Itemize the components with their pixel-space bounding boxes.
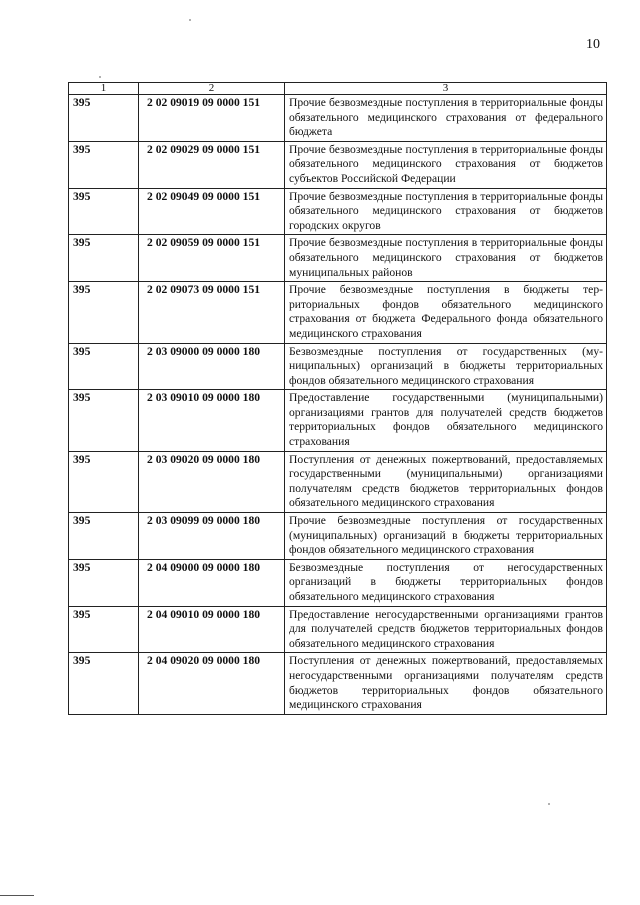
admin-code-cell: 395 — [69, 188, 139, 235]
budget-code-cell: 2 02 09019 09 0000 151 — [139, 95, 285, 142]
revenue-codes-table — [68, 82, 607, 715]
table-row — [69, 235, 607, 282]
table-row — [69, 390, 607, 451]
budget-code-cell: 2 03 09000 09 0000 180 — [139, 343, 285, 390]
budget-code-cell: 2 02 09073 09 0000 151 — [139, 282, 285, 343]
table-row — [69, 559, 607, 606]
scan-edge-mark — [0, 895, 34, 896]
table-row — [69, 343, 607, 390]
description-cell: Прочие безвозмездные поступления в бюджеты территориальных фондов обязательного медицинского страхования от бюджета Федерального фонда обязательного медицинского страхования — [285, 282, 607, 343]
description-cell: Прочие безвозмездные поступления в территориальные фонды обязательного медицинского страхования от бюджетов муниципальных районов — [285, 235, 607, 282]
scan-speck — [189, 19, 191, 21]
description-cell: Безвозмездные поступления от негосударственных организаций в бюджеты территориальных фондов обязательного медицинского страхования — [285, 559, 607, 606]
page-number: 10 — [586, 37, 600, 52]
table-row — [69, 606, 607, 653]
table-row — [69, 513, 607, 560]
budget-code-cell: 2 03 09010 09 0000 180 — [139, 390, 285, 451]
budget-code-cell: 2 02 09059 09 0000 151 — [139, 235, 285, 282]
admin-code-cell: 395 — [69, 390, 139, 451]
admin-code-cell: 395 — [69, 451, 139, 512]
admin-code-cell: 395 — [69, 282, 139, 343]
table-row — [69, 95, 607, 142]
admin-code-cell: 395 — [69, 606, 139, 653]
table-header-row — [69, 83, 607, 95]
admin-code-cell: 395 — [69, 235, 139, 282]
description-cell: Прочие безвозмездные поступления в территориальные фонды обязательного медицинского страхования от федерального бюджета — [285, 95, 607, 142]
description-cell: Безвозмездные поступления от государственных (муниципальных) организаций в бюджеты территориальных фондов обязательного медицинского страхования — [285, 343, 607, 390]
table-row — [69, 282, 607, 343]
admin-code-cell: 395 — [69, 141, 139, 188]
admin-code-cell: 395 — [69, 513, 139, 560]
budget-code-cell: 2 04 09000 09 0000 180 — [139, 559, 285, 606]
admin-code-cell: 395 — [69, 95, 139, 142]
admin-code-cell: 395 — [69, 343, 139, 390]
budget-code-cell: 2 02 09049 09 0000 151 — [139, 188, 285, 235]
table-row — [69, 141, 607, 188]
table-row — [69, 653, 607, 714]
table-row — [69, 188, 607, 235]
budget-code-cell: 2 03 09099 09 0000 180 — [139, 513, 285, 560]
description-cell: Предоставление негосударственными организациями грантов для получателей средств бюджетов территориальных фондов обязательного медицинского страхования — [285, 606, 607, 653]
admin-code-cell: 395 — [69, 559, 139, 606]
budget-code-cell: 2 03 09020 09 0000 180 — [139, 451, 285, 512]
column-header-code: 2 — [139, 83, 285, 95]
column-header-description: 3 — [285, 83, 607, 95]
description-cell: Прочие безвозмездные поступления в территориальные фонды обязательного медицинского страхования от бюджетов субъектов Российской Федерации — [285, 141, 607, 188]
scan-speck — [548, 803, 550, 805]
description-cell: Предоставление государственными (муниципальными) организациями грантов для получателей средств бюджетов территориальных фондов обязательного медицинского страхования — [285, 390, 607, 451]
budget-code-cell: 2 04 09010 09 0000 180 — [139, 606, 285, 653]
budget-code-cell: 2 02 09029 09 0000 151 — [139, 141, 285, 188]
budget-code-cell: 2 04 09020 09 0000 180 — [139, 653, 285, 714]
description-cell: Поступления от денежных пожертвований, предоставляемых государственными (муниципальными) организациями получателям средств бюджетов территориальных фондов обязательного медицинского страхования — [285, 451, 607, 512]
admin-code-cell: 395 — [69, 653, 139, 714]
table-row — [69, 451, 607, 512]
description-cell: Поступления от денежных пожертвований, предоставляемых негосударственными организациями получателям средств бюджетов территориальных фондов обязательного медицинского страхования — [285, 653, 607, 714]
description-cell: Прочие безвозмездные поступления от государственных (муниципальных) организаций в бюджеты территориальных фондов обязательного медицинского страхования — [285, 513, 607, 560]
column-header-admin: 1 — [69, 83, 139, 95]
scan-speck — [99, 76, 101, 78]
description-cell: Прочие безвозмездные поступления в территориальные фонды обязательного медицинского страхования от бюджетов городских округов — [285, 188, 607, 235]
